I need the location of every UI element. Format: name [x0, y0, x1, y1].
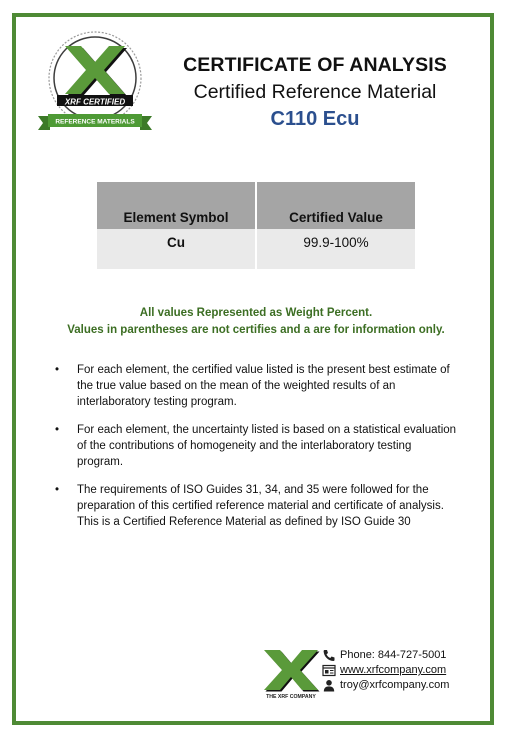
xrf-certified-seal-logo: [36, 26, 154, 138]
material-code: C110 Ecu: [270, 108, 360, 130]
bullet-text: For each element, the uncertainty listed is based on a statistical evaluation of the contributions of homogeneity and the interlaboratory testing program.: [77, 424, 457, 468]
email-address[interactable]: troy@xrfcompany.com: [340, 679, 450, 691]
person-icon: [322, 679, 336, 692]
list-item: [55, 362, 460, 410]
bullet-glyph: •: [55, 484, 60, 496]
bullet-text: The requirements of ISO Guides 31, 34, and 35 were followed for the preparation of this certified reference material and certificate of analysis. This is a Certified Reference Material as defined by ISO Guide 30: [77, 484, 444, 528]
contact-website-row[interactable]: [322, 663, 449, 678]
contact-phone-row: [322, 648, 449, 663]
website-link[interactable]: www.xrfcompany.com: [340, 664, 447, 676]
seal-banner-text: XRF CERTIFIED: [64, 97, 126, 107]
bullet-glyph: •: [55, 424, 60, 436]
certification-statements: [55, 362, 460, 542]
weight-percent-notes: [40, 305, 472, 339]
list-item: [55, 422, 460, 470]
bullet-glyph: •: [55, 364, 60, 376]
contact-email-row[interactable]: [322, 678, 449, 693]
phone-number: Phone: 844-727-5001: [340, 649, 447, 661]
note-line: All values Represented as Weight Percent.: [139, 307, 373, 319]
table-row: [97, 229, 415, 269]
certificate-subtitle: Certified Reference Material: [193, 81, 437, 103]
certified-values-table: [97, 182, 415, 269]
xrf-company-logo: [262, 648, 320, 700]
contact-info: [322, 648, 449, 693]
list-item: [55, 482, 460, 530]
cell-element-symbol: Cu: [97, 229, 256, 269]
note-line: Values in parentheses are not certifies and a are for information only.: [67, 324, 445, 336]
column-header-certified-value: Certified Value: [256, 182, 415, 229]
cell-certified-value: 99.9-100%: [256, 229, 415, 269]
seal-ribbon-text: REFERENCE MATERIALS: [55, 118, 135, 126]
bullet-text: For each element, the certified value listed is the present best estimate of the true value based on the mean of the weighted results of an interlaboratory testing program.: [77, 364, 450, 408]
phone-icon: [322, 649, 336, 662]
certificate-title: CERTIFICATE OF ANALYSIS: [183, 54, 447, 76]
table-header-row: [97, 182, 415, 229]
logo-caption: THE XRF COMPANY: [266, 694, 316, 700]
website-icon: [322, 664, 336, 677]
certificate-header: [165, 52, 465, 132]
column-header-element-symbol: Element Symbol: [97, 182, 256, 229]
